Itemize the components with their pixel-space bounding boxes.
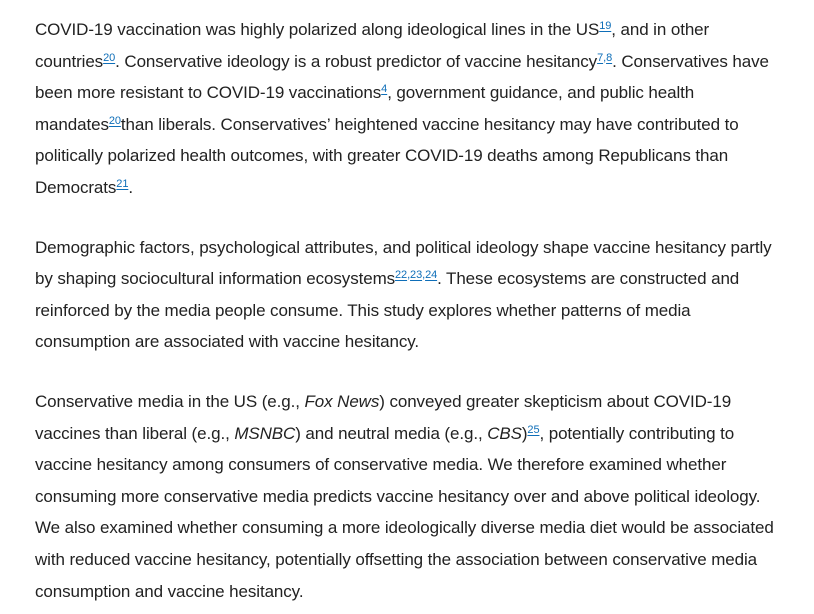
media-outlet-name: CBS	[487, 423, 522, 443]
reference-superscript	[103, 52, 115, 64]
reference-link[interactable]: 21	[116, 177, 129, 190]
reference-link[interactable]: 25	[527, 423, 540, 436]
reference-link[interactable]: 8	[606, 51, 613, 64]
reference-superscript	[425, 269, 437, 281]
media-outlet-name: MSNBC	[234, 423, 296, 443]
reference-link[interactable]: 22	[395, 269, 408, 282]
reference-superscript	[116, 178, 128, 190]
reference-superscript	[381, 83, 387, 95]
media-outlet-name: Fox News	[304, 391, 380, 411]
paragraph: Demographic factors, psychological attributes, and political ideology shape vaccine hesitancy partly by shaping sociocultural information ecosystems$^{22,23,24}$. These ecosystems are constructed and reinforced by the media people consume. This study explores whether patterns of media consumption are associated with vaccine hesitancy.	[35, 237, 772, 352]
reference-link[interactable]: 23	[410, 269, 423, 282]
reference-superscript	[527, 424, 539, 436]
reference-link[interactable]: 7	[597, 51, 604, 64]
reference-link[interactable]: 20	[103, 51, 116, 64]
reference-link[interactable]: 20	[108, 114, 121, 127]
reference-separator: ,	[603, 51, 607, 64]
paragraph: COVID-19 vaccination was highly polarized along ideological lines in the US$^{19}$, and in other countries$^{20}$. Conservative ideology is a robust predictor of vaccine hesitancy$^{7,8}$. Conservatives have been more resistant to COVID-19 vaccinations$^4$, government guidance, and public health mandates$^{20}$than liberals. Conservatives’ heightened vaccine hesitancy may have contributed to politically polarized health outcomes, with greater COVID-19 deaths among Republicans than Democrats$^{21}$.	[35, 20, 769, 197]
reference-superscript	[109, 115, 121, 127]
reference-link[interactable]: 24	[425, 269, 438, 282]
reference-superscript	[599, 20, 611, 32]
reference-superscript	[395, 269, 407, 281]
reference-superscript	[410, 269, 422, 281]
reference-separator: ,	[422, 269, 426, 282]
reference-superscript	[606, 52, 612, 64]
reference-link[interactable]: 4	[381, 83, 388, 96]
paragraph: Conservative media in the US (e.g., Fox News) conveyed greater skepticism about COVID-19 vaccines than liberal (e.g., MSNBC) and neutral media (e.g., CBS)$^{25}$, potentially contributing to vaccine hesitancy among consumers of conservative media. We therefore examined whether consuming more conservative media predicts vaccine hesitancy over and above political ideology. We also examined whether consuming a more ideologically diverse media diet would be associated with reduced vaccine hesitancy, potentially offsetting the association between conservative media consumption and vaccine hesitancy.	[35, 391, 774, 601]
reference-separator: ,	[407, 269, 411, 282]
reference-link[interactable]: 19	[599, 20, 612, 32]
